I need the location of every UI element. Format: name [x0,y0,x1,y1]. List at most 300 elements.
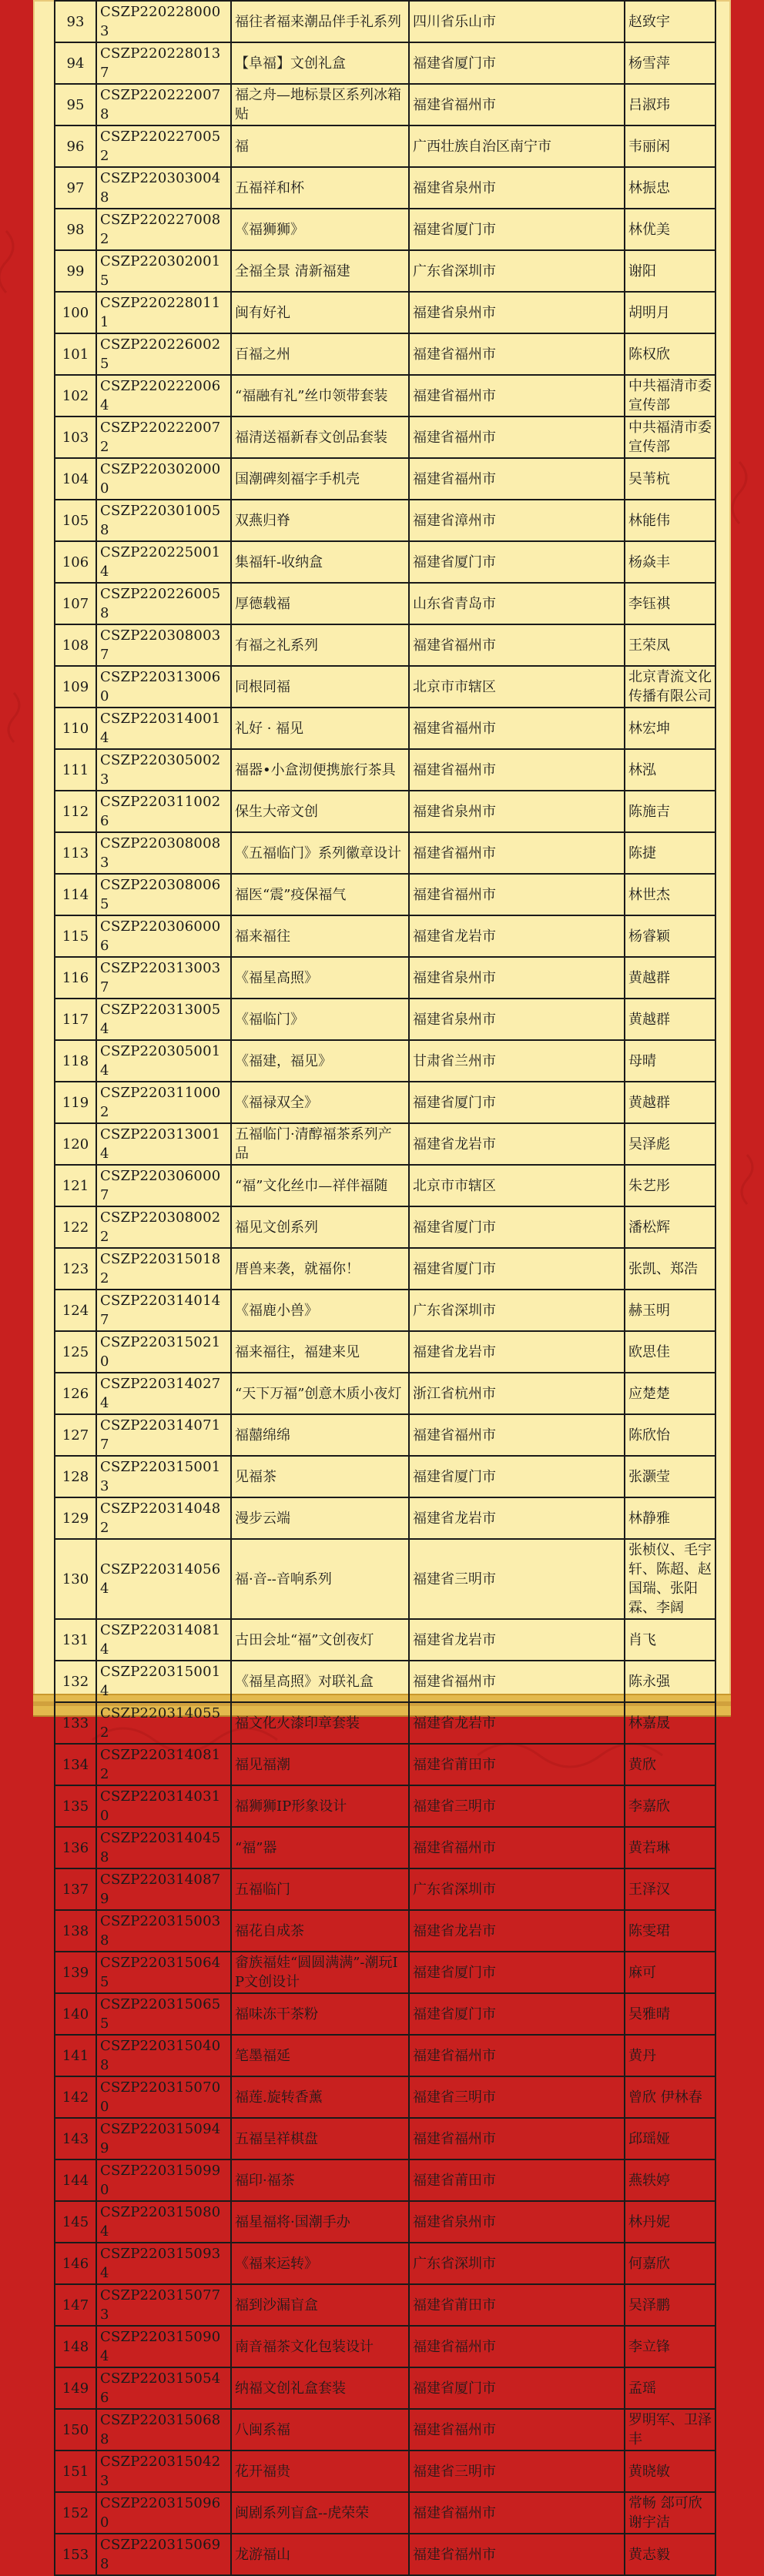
work-title: 福文化火漆印章套装 [231,1702,409,1744]
work-title: 漫步云端 [231,1497,409,1539]
author: 常畅 郐可欣 谢宇洁 [625,2492,715,2534]
row-number: 106 [55,541,96,583]
work-title: 《福星高照》 [231,957,409,999]
row-number: 107 [55,583,96,624]
table-row [55,1165,715,1206]
author: 黄若琳 [625,1827,715,1868]
region: 福建省福州市 [409,874,625,915]
work-title: “福”文化丝巾—祥伴福随 [231,1165,409,1206]
table-row [55,1868,715,1910]
region: 福建省福州市 [409,2534,625,2575]
table-row [55,2326,715,2367]
row-number: 113 [55,832,96,874]
row-number: 94 [55,42,96,84]
work-title: 《福禄双全》 [231,1082,409,1123]
work-title: 《五福临门》系列徽章设计 [231,832,409,874]
table-row [55,1040,715,1082]
row-number: 132 [55,1661,96,1702]
work-title: 福花自成茶 [231,1910,409,1952]
work-title: 《福建，福见》 [231,1040,409,1082]
table-row [55,375,715,417]
row-number: 131 [55,1619,96,1661]
author: 赵致宇 [625,1,715,42]
table-row [55,1952,715,1993]
work-title: 福味冻干茶粉 [231,1993,409,2035]
table-row [55,2367,715,2409]
row-number: 101 [55,333,96,375]
region: 福建省福州市 [409,458,625,500]
work-title: 福清送福新春文创品套装 [231,417,409,458]
work-title: 《福来运转》 [231,2243,409,2284]
entry-code: CSZP2202220072 [96,417,231,458]
author: 胡明月 [625,292,715,333]
author: 陈施吉 [625,791,715,832]
region: 福建省厦门市 [409,2367,625,2409]
table-row [55,2534,715,2575]
table-row [55,1497,715,1539]
row-number: 96 [55,125,96,167]
table-row [55,250,715,292]
table-row [55,583,715,624]
row-number: 120 [55,1123,96,1165]
region: 福建省厦门市 [409,1952,625,1993]
work-title: 有福之礼系列 [231,624,409,666]
entry-code: CSZP2203150013 [96,1456,231,1497]
region: 福建省三明市 [409,1785,625,1827]
work-title: 八闽系福 [231,2409,409,2451]
row-number: 102 [55,375,96,417]
region: 福建省龙岩市 [409,1123,625,1165]
author: 杨焱丰 [625,541,715,583]
work-title: 五福祥和杯 [231,167,409,209]
work-title: 福星福将·国潮手办 [231,2201,409,2243]
table-row [55,1993,715,2035]
table-row [55,2159,715,2201]
row-number: 103 [55,417,96,458]
region: 福建省厦门市 [409,1456,625,1497]
work-title: 福到沙漏盲盒 [231,2284,409,2326]
author: 陈永强 [625,1661,715,1702]
work-title: 花开福贵 [231,2451,409,2492]
table-row [55,1539,715,1619]
entry-code: CSZP2203150014 [96,1661,231,1702]
region: 北京市市辖区 [409,1165,625,1206]
entry-code: CSZP2203140014 [96,708,231,749]
author: 林静雅 [625,1497,715,1539]
work-title: “福”器 [231,1827,409,1868]
entry-code: CSZP2203060007 [96,1165,231,1206]
region: 福建省福州市 [409,624,625,666]
author: 邱瑶娅 [625,2118,715,2159]
row-number: 126 [55,1373,96,1414]
entry-code: CSZP2203140879 [96,1868,231,1910]
entry-code: CSZP2203140310 [96,1785,231,1827]
work-title: 畲族福娃“圆圆满满”-潮玩IP文创设计 [231,1952,409,1993]
work-title: 福·音--音响系列 [231,1539,409,1619]
entry-code: CSZP2203140564 [96,1539,231,1619]
region: 浙江省杭州市 [409,1373,625,1414]
table-row [55,1331,715,1373]
author: 李嘉欣 [625,1785,715,1827]
table-row [55,1414,715,1456]
region: 福建省莆田市 [409,2159,625,2201]
entry-code: CSZP2203150038 [96,1910,231,1952]
author: 黄越群 [625,999,715,1040]
author: 林嘉晟 [625,1702,715,1744]
work-title: 五福呈祥棋盘 [231,2118,409,2159]
work-title: 【阜福】文创礼盒 [231,42,409,84]
author: 林丹妮 [625,2201,715,2243]
work-title: 龙游福山 [231,2534,409,2575]
entry-code: CSZP2203150210 [96,1331,231,1373]
table-row [55,1082,715,1123]
entry-code: CSZP2203010058 [96,500,231,541]
table-row [55,2035,715,2076]
entry-code: CSZP2203150645 [96,1952,231,1993]
author: 杨雪萍 [625,42,715,84]
entry-code: CSZP2203050014 [96,1040,231,1082]
region: 福建省泉州市 [409,167,625,209]
entry-code: CSZP2203020000 [96,458,231,500]
work-title: 双燕归脊 [231,500,409,541]
table-row [55,1827,715,1868]
work-title: 国潮碑刻福字手机壳 [231,458,409,500]
row-number: 129 [55,1497,96,1539]
entry-code: CSZP2203150546 [96,2367,231,2409]
table-row [55,2284,715,2326]
work-title: 厝兽来袭，就福你！ [231,1248,409,1290]
work-title: 同根同福 [231,666,409,708]
row-number: 100 [55,292,96,333]
row-number: 149 [55,2367,96,2409]
row-number: 95 [55,84,96,125]
entry-code: CSZP2202280137 [96,42,231,84]
table-row [55,1206,715,1248]
work-title: 闽剧系列盲盒--虎荣荣 [231,2492,409,2534]
region: 山东省青岛市 [409,583,625,624]
author: 应楚楚 [625,1373,715,1414]
row-number: 99 [55,250,96,292]
author: 陈雯珺 [625,1910,715,1952]
work-title: 全福全景 清新福建 [231,250,409,292]
work-title: 闽有好礼 [231,292,409,333]
entry-code: CSZP2202220078 [96,84,231,125]
table-row [55,333,715,375]
entry-code: CSZP2203130054 [96,999,231,1040]
author: 陈权欣 [625,333,715,375]
author: 韦丽闲 [625,125,715,167]
author: 母晴 [625,1040,715,1082]
region: 福建省漳州市 [409,500,625,541]
table-row [55,915,715,957]
row-number: 115 [55,915,96,957]
work-title: 福印·福茶 [231,2159,409,2201]
entry-code: CSZP2203020015 [96,250,231,292]
table-row [55,417,715,458]
author: 黄越群 [625,1082,715,1123]
region: 甘肃省兰州市 [409,1040,625,1082]
region: 福建省厦门市 [409,1993,625,2035]
entry-code: CSZP2203150960 [96,2492,231,2534]
entry-code: CSZP2203130037 [96,957,231,999]
table-row [55,1619,715,1661]
work-title: “福融有礼”丝巾领带套装 [231,375,409,417]
work-title: 厚德载福 [231,583,409,624]
entry-code: CSZP2203150655 [96,1993,231,2035]
entry-code: CSZP2203050023 [96,749,231,791]
region: 福建省福州市 [409,749,625,791]
region: 福建省莆田市 [409,1744,625,1785]
row-number: 133 [55,1702,96,1744]
row-number: 137 [55,1868,96,1910]
entry-code: CSZP2203080022 [96,1206,231,1248]
author: 肖飞 [625,1619,715,1661]
entry-code: CSZP2203060006 [96,915,231,957]
table-row [55,708,715,749]
row-number: 104 [55,458,96,500]
entry-code: CSZP2203140717 [96,1414,231,1456]
table-row [55,125,715,167]
region: 福建省福州市 [409,375,625,417]
region: 福建省龙岩市 [409,1702,625,1744]
table-row [55,999,715,1040]
region: 福建省福州市 [409,708,625,749]
work-title: 福囍绵绵 [231,1414,409,1456]
table-row [55,2118,715,2159]
region: 福建省福州市 [409,1661,625,1702]
entry-code: CSZP2202260058 [96,583,231,624]
author: 何嘉欣 [625,2243,715,2284]
author: 中共福清市委宣传部 [625,375,715,417]
work-title: 福狮狮IP形象设计 [231,1785,409,1827]
work-title: 五福临门 [231,1868,409,1910]
region: 福建省福州市 [409,2326,625,2367]
entry-code: CSZP2203150423 [96,2451,231,2492]
row-number: 144 [55,2159,96,2201]
row-number: 151 [55,2451,96,2492]
work-title: 福来福往，福建来见 [231,1331,409,1373]
work-title: 福莲.旋转香薰 [231,2076,409,2118]
work-title: 福往者福来潮品伴手礼系列 [231,1,409,42]
entry-code: CSZP2203150688 [96,2409,231,2451]
author: 燕轶婷 [625,2159,715,2201]
author: 林宏坤 [625,708,715,749]
work-title: 《福星高照》对联礼盒 [231,1661,409,1702]
table-row [55,1744,715,1785]
table-row [55,458,715,500]
table-row [55,42,715,84]
row-number: 130 [55,1539,96,1619]
region: 福建省福州市 [409,417,625,458]
row-number: 110 [55,708,96,749]
entry-code: CSZP2202260025 [96,333,231,375]
region: 福建省三明市 [409,2451,625,2492]
row-number: 152 [55,2492,96,2534]
author: 林优美 [625,209,715,250]
row-number: 119 [55,1082,96,1123]
author: 潘松辉 [625,1206,715,1248]
winners-table [54,0,716,2576]
row-number: 128 [55,1456,96,1497]
author: 朱艺彤 [625,1165,715,1206]
work-title: 《福狮狮》 [231,209,409,250]
table-row [55,666,715,708]
row-number: 135 [55,1785,96,1827]
author: 吴泽彪 [625,1123,715,1165]
region: 福建省厦门市 [409,541,625,583]
region: 福建省福州市 [409,333,625,375]
work-title: 福之舟—地标景区系列冰箱贴 [231,84,409,125]
table-row [55,1702,715,1744]
table-row [55,209,715,250]
region: 四川省乐山市 [409,1,625,42]
entry-code: CSZP2203140482 [96,1497,231,1539]
row-number: 136 [55,1827,96,1868]
entry-code: CSZP2203150700 [96,2076,231,2118]
row-number: 141 [55,2035,96,2076]
region: 广东省深圳市 [409,2243,625,2284]
region: 福建省龙岩市 [409,1331,625,1373]
row-number: 147 [55,2284,96,2326]
region: 福建省龙岩市 [409,1497,625,1539]
author: 张灏莹 [625,1456,715,1497]
region: 广东省深圳市 [409,250,625,292]
work-title: 南音福茶文化包装设计 [231,2326,409,2367]
table-row [55,832,715,874]
table-row [55,957,715,999]
entry-code: CSZP2202270052 [96,125,231,167]
row-number: 123 [55,1248,96,1290]
region: 福建省泉州市 [409,292,625,333]
work-title: 纳福文创礼盒套装 [231,2367,409,2409]
table-row [55,2201,715,2243]
region: 福建省福州市 [409,1827,625,1868]
author: 吴泽鹏 [625,2284,715,2326]
table-row [55,2451,715,2492]
entry-code: CSZP2203150408 [96,2035,231,2076]
region: 福建省三明市 [409,2076,625,2118]
author: 李立锋 [625,2326,715,2367]
work-title: 福见文创系列 [231,1206,409,1248]
table-row [55,1661,715,1702]
region: 福建省福州市 [409,2409,625,2451]
row-number: 121 [55,1165,96,1206]
author: 赫玉明 [625,1290,715,1331]
entry-code: CSZP2202250014 [96,541,231,583]
author: 曾欣 伊林春 [625,2076,715,2118]
row-number: 139 [55,1952,96,1993]
table-row [55,874,715,915]
work-title: 笔墨福延 [231,2035,409,2076]
row-number: 146 [55,2243,96,2284]
table-row [55,2492,715,2534]
author: 罗明军、卫泽丰 [625,2409,715,2451]
work-title: 福见福潮 [231,1744,409,1785]
author: 黄丹 [625,2035,715,2076]
work-title: 五福临门·清醇福茶系列产品 [231,1123,409,1165]
author: 李钰祺 [625,583,715,624]
work-title: 福器•小盒沏便携旅行茶具 [231,749,409,791]
region: 福建省泉州市 [409,957,625,999]
author: 吕淑玮 [625,84,715,125]
region: 福建省泉州市 [409,791,625,832]
author: 吴苇杭 [625,458,715,500]
region: 广西壮族自治区南宁市 [409,125,625,167]
work-title: 古田会址“福”文创夜灯 [231,1619,409,1661]
table-row [55,791,715,832]
region: 福建省龙岩市 [409,915,625,957]
author: 林振忠 [625,167,715,209]
entry-code: CSZP2203150990 [96,2159,231,2201]
region: 福建省福州市 [409,2492,625,2534]
row-number: 111 [55,749,96,791]
row-number: 108 [55,624,96,666]
row-number: 117 [55,999,96,1040]
table-row [55,541,715,583]
table-row [55,84,715,125]
author: 欧思佳 [625,1331,715,1373]
author: 陈欣怡 [625,1414,715,1456]
author: 张桢仪、毛宇轩、陈超、赵国瑞、张阳霖、李阔 [625,1539,715,1619]
row-number: 118 [55,1040,96,1082]
entry-code: CSZP2203150934 [96,2243,231,2284]
author: 林泓 [625,749,715,791]
region: 福建省莆田市 [409,2284,625,2326]
table-row [55,500,715,541]
author: 张凯、郑浩 [625,1248,715,1290]
work-title: 保生大帝文创 [231,791,409,832]
row-number: 143 [55,2118,96,2159]
table-row [55,1123,715,1165]
region: 广东省深圳市 [409,1290,625,1331]
region: 福建省厦门市 [409,209,625,250]
entry-code: CSZP2203110002 [96,1082,231,1123]
author: 麻可 [625,1952,715,1993]
author: 王荣凤 [625,624,715,666]
region: 福建省三明市 [409,1539,625,1619]
row-number: 122 [55,1206,96,1248]
entry-code: CSZP2203130014 [96,1123,231,1165]
region: 福建省福州市 [409,2118,625,2159]
region: 福建省福州市 [409,2035,625,2076]
table-row [55,292,715,333]
author: 吴雅晴 [625,1993,715,2035]
entry-code: CSZP2203150804 [96,2201,231,2243]
entry-code: CSZP2202270082 [96,209,231,250]
row-number: 140 [55,1993,96,2035]
region: 福建省厦门市 [409,42,625,84]
entry-code: CSZP2203140458 [96,1827,231,1868]
work-title: 见福茶 [231,1456,409,1497]
region: 福建省龙岩市 [409,1619,625,1661]
row-number: 148 [55,2326,96,2367]
row-number: 145 [55,2201,96,2243]
work-title: 《福鹿小兽》 [231,1290,409,1331]
author: 王泽汉 [625,1868,715,1910]
row-number: 125 [55,1331,96,1373]
work-title: 福医“震”疫保福气 [231,874,409,915]
work-title: 福 [231,125,409,167]
entry-code: CSZP2203150949 [96,2118,231,2159]
row-number: 97 [55,167,96,209]
work-title: 《福临门》 [231,999,409,1040]
author: 中共福清市委宣传部 [625,417,715,458]
entry-code: CSZP2203140552 [96,1702,231,1744]
table-row [55,1,715,42]
region: 福建省厦门市 [409,1248,625,1290]
row-number: 153 [55,2534,96,2575]
entry-code: CSZP2203030048 [96,167,231,209]
